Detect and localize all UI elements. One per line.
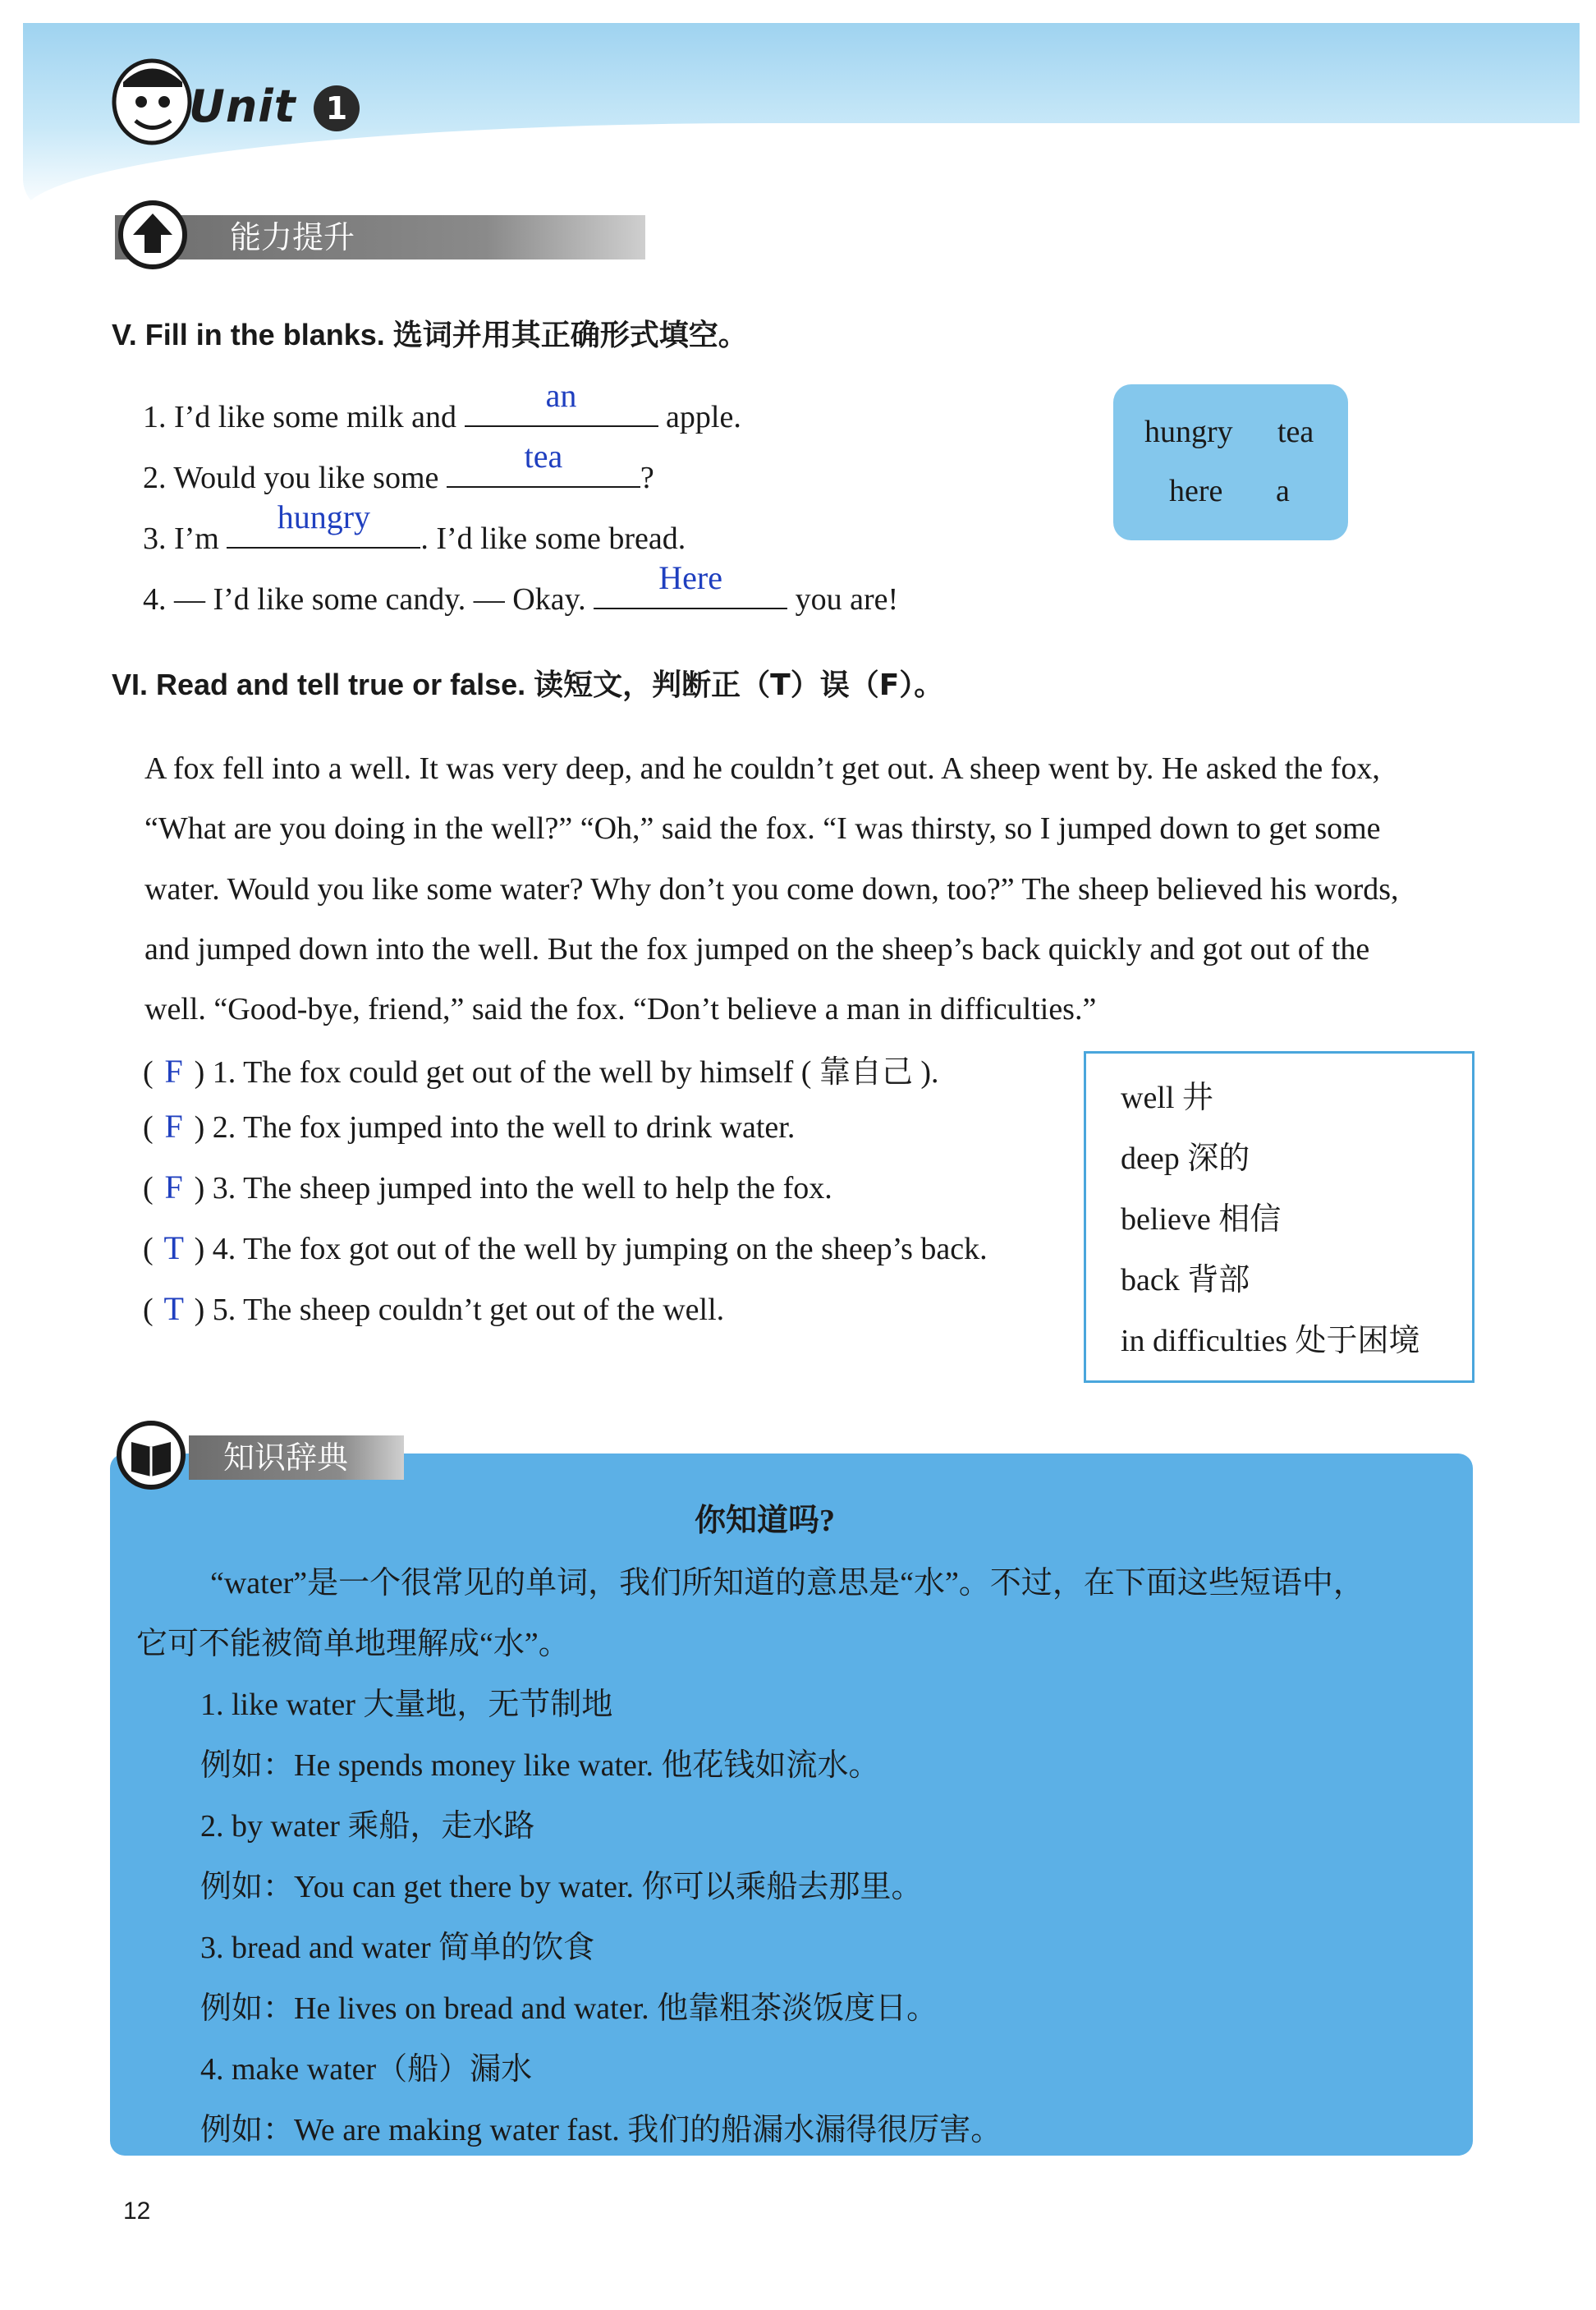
- tf-answer[interactable]: F: [164, 1108, 183, 1145]
- unit-number-badge: 1: [314, 85, 360, 131]
- glossary-item: deep 深的: [1121, 1141, 1250, 1176]
- tf-statement-2: ( F ) 2. The fox jumped into the well to drink water.: [143, 1108, 796, 1145]
- answer-blank[interactable]: an: [465, 394, 658, 427]
- section-header-bar: [115, 215, 645, 259]
- passage-line: and jumped down into the well. But the fox jumped on the sheep’s back quickly and got out of the: [144, 931, 1370, 967]
- phrase-item: 1. like water 大量地，无节制地: [200, 1688, 613, 1722]
- passage-line: A fox fell into a well. It was very deep, and he couldn’t get out. A sheep went by. He asked the fox,: [144, 751, 1380, 786]
- glossary-item: back 背部: [1121, 1263, 1250, 1297]
- glossary-item: in difficulties 处于困境: [1121, 1324, 1420, 1358]
- phrase-example: 例如：You can get there by water. 你可以乘船去那里。: [200, 1870, 923, 1904]
- phrase-example: 例如：He lives on bread and water. 他靠粗茶淡饭度日。: [200, 1991, 938, 2026]
- fill-item-2: 2. Would you like some tea ?: [143, 438, 654, 495]
- phrase-item: 3. bread and water 简单的饮食: [200, 1931, 595, 1965]
- passage-line: water. Would you like some water? Why don’t you come down, too?” The sheep believed his words,: [144, 871, 1399, 907]
- unit-title: Unit: [189, 80, 296, 132]
- tf-statement-5: ( T ) 5. The sheep couldn’t get out of the well.: [143, 1290, 725, 1327]
- page-number: 12: [123, 2197, 151, 2225]
- knowledge-intro: 它可不能被简单地理解成“水”。: [136, 1627, 570, 1661]
- word-option: here: [1169, 474, 1223, 508]
- exercise-5-heading: V. Fill in the blanks. 选词并用其正确形式填空。: [112, 318, 748, 352]
- answer-blank[interactable]: hungry: [227, 516, 420, 549]
- phrase-item: 4. make water（船）漏水: [200, 2052, 533, 2087]
- knowledge-title: 你知道吗?: [695, 1504, 836, 1538]
- tf-answer[interactable]: T: [163, 1229, 184, 1266]
- passage-line: “What are you doing in the well?” “Oh,” said the fox. “I was thirsty, so I jumped down to get some: [144, 811, 1381, 847]
- exercise-6-heading: VI. Read and tell true or false. 读短文，判断正（T）误（F）。: [112, 668, 944, 702]
- tf-statement-4: ( T ) 4. The fox got out of the well by jumping on the sheep’s back.: [143, 1229, 988, 1266]
- word-box: [1113, 384, 1348, 540]
- tf-answer[interactable]: F: [164, 1053, 183, 1090]
- book-icon: [117, 1421, 186, 1490]
- fill-item-1: 1. I’d like some milk and an apple.: [143, 377, 741, 434]
- passage-line: well. “Good-bye, friend,” said the fox. “Don’t believe a man in difficulties.”: [144, 992, 1097, 1027]
- section-label: 能力提升: [230, 219, 355, 255]
- word-option: hungry: [1144, 415, 1233, 449]
- arrow-up-icon: [118, 200, 187, 269]
- reading-passage: [144, 739, 1474, 1040]
- answer-blank[interactable]: Here: [594, 576, 787, 609]
- word-option: tea: [1277, 415, 1314, 449]
- tf-statement-1: ( F ) 1. The fox could get out of the well by himself ( 靠自己 ).: [143, 1053, 939, 1090]
- tf-statement-3: ( F ) 3. The sheep jumped into the well to help the fox.: [143, 1169, 832, 1206]
- answer-blank[interactable]: tea: [447, 455, 640, 488]
- phrase-example: 例如：We are making water fast. 我们的船漏水漏得很厉害。: [200, 2113, 1002, 2147]
- phrase-item: 2. by water 乘船，走水路: [200, 1809, 535, 1844]
- phrase-example: 例如：He spends money like water. 他花钱如流水。: [200, 1748, 880, 1783]
- knowledge-intro: “water”是一个很常见的单词，我们所知道的意思是“水”。不过，在下面这些短语中，: [210, 1566, 1364, 1600]
- tf-answer[interactable]: F: [164, 1169, 183, 1206]
- glossary-box: [1084, 1051, 1474, 1383]
- fill-item-4: 4. — I’d like some candy. — Okay. Here you are!: [143, 559, 899, 617]
- tf-answer[interactable]: T: [163, 1290, 184, 1327]
- glossary-item: well 井: [1121, 1081, 1213, 1115]
- fill-item-3: 3. I’m hungry . I’d like some bread.: [143, 498, 686, 556]
- word-option: a: [1276, 474, 1290, 508]
- section-label: 知识辞典: [223, 1440, 349, 1476]
- glossary-item: believe 相信: [1121, 1202, 1282, 1237]
